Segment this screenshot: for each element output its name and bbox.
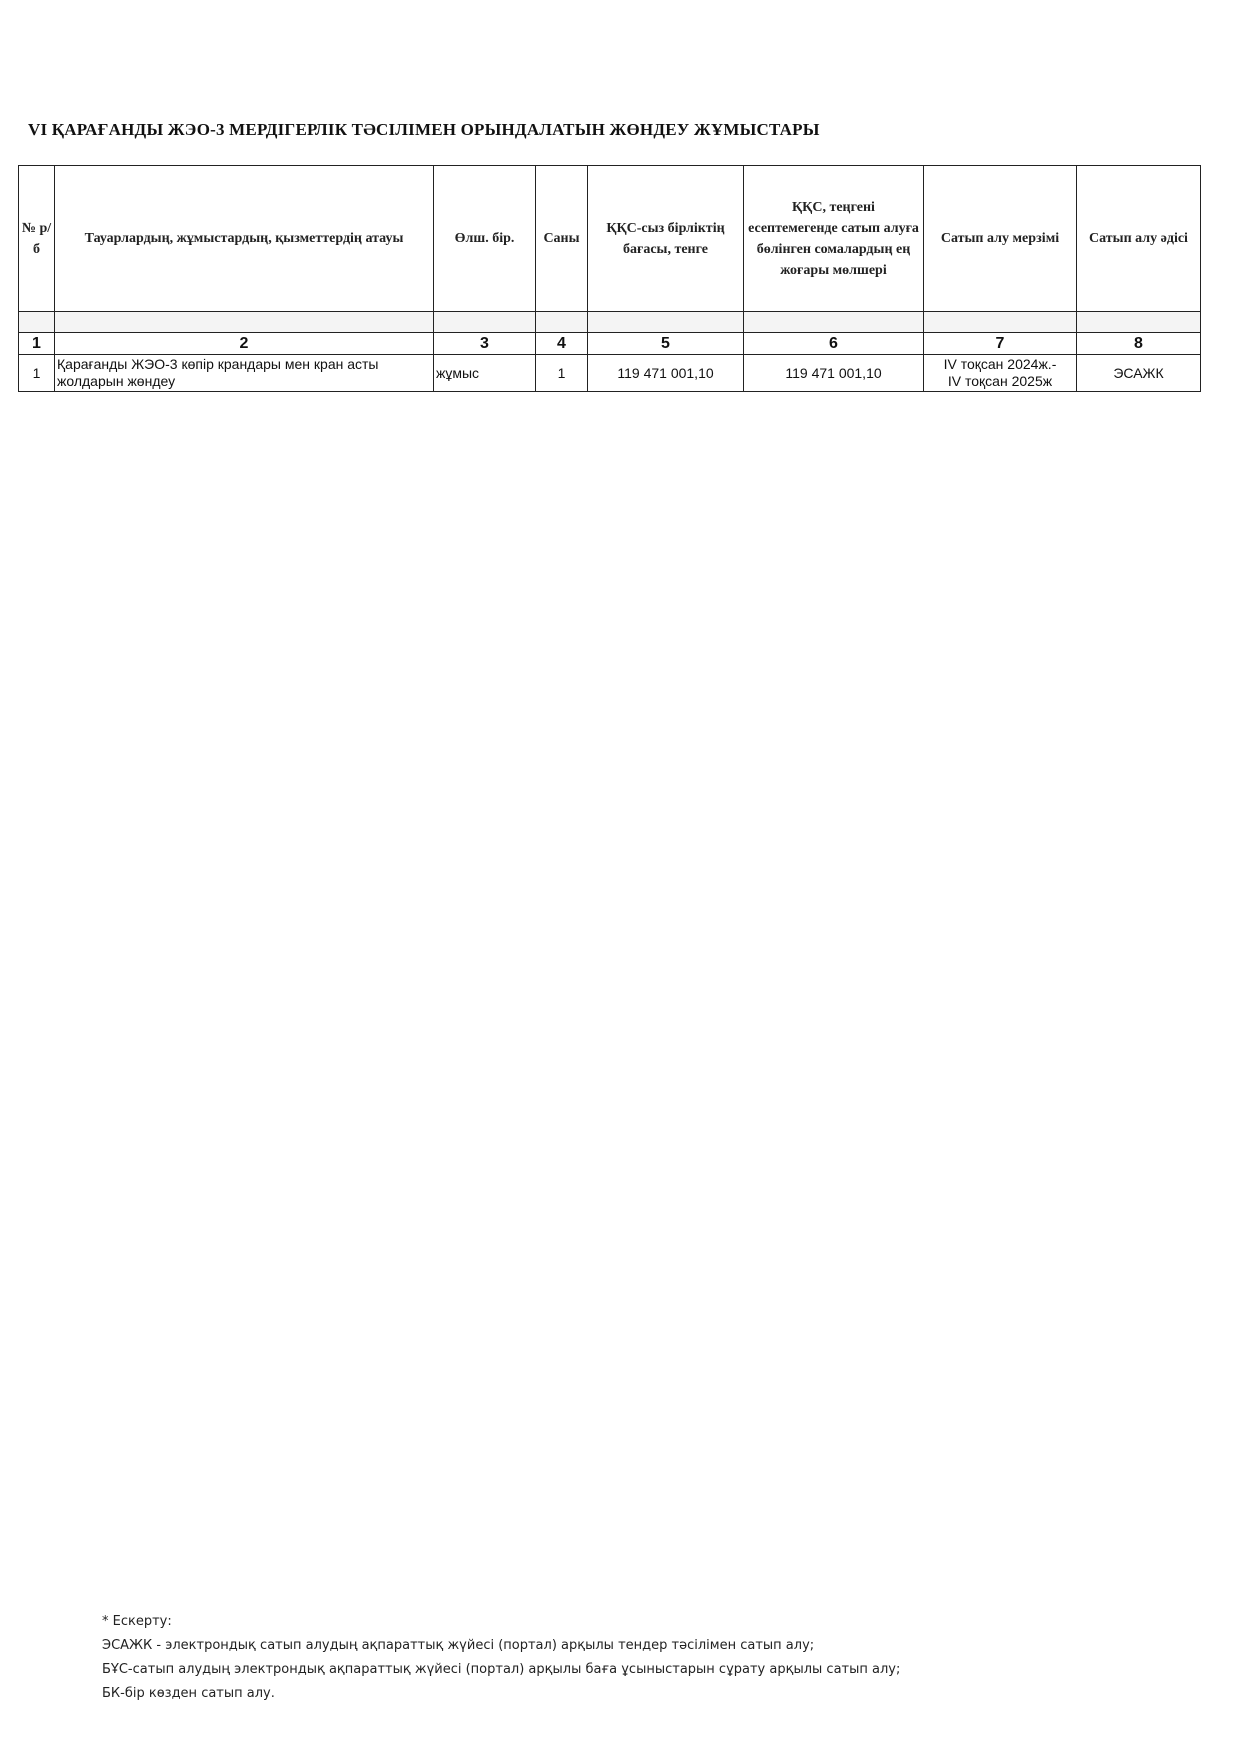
cell-unit: жұмыс <box>434 355 536 392</box>
spacer-cell <box>536 312 588 333</box>
header-item-name: Тауарлардың, жұмыстардың, қызметтердің атауы <box>55 166 434 312</box>
table-row <box>19 355 1201 392</box>
cell-number: 1 <box>19 355 55 392</box>
header-procurement-method: Сатып алу әдісі <box>1077 166 1201 312</box>
spacer-cell <box>1077 312 1201 333</box>
footnote-title: * Ескерту: <box>102 1614 172 1629</box>
spacer-cell <box>744 312 924 333</box>
column-number: 6 <box>744 333 924 355</box>
column-number: 2 <box>55 333 434 355</box>
spacer-cell <box>924 312 1077 333</box>
footnote-line: БК-бір көзден сатып алу. <box>102 1686 275 1701</box>
column-number: 4 <box>536 333 588 355</box>
header-max-amount: ҚҚС, теңгені есептемегенде сатып алуға бөлінген сомалардың ең жоғары мөлшері <box>744 166 924 312</box>
column-number: 1 <box>19 333 55 355</box>
header-unit-price: ҚҚС-сыз бірліктің бағасы, тенге <box>588 166 744 312</box>
header-number: № р/б <box>19 166 55 312</box>
spacer-cell <box>434 312 536 333</box>
footnote <box>102 1610 900 1706</box>
cell-max-amount: 119 471 001,10 <box>744 355 924 392</box>
spacer-cell <box>19 312 55 333</box>
header-quantity: Саны <box>536 166 588 312</box>
cell-unit-price: 119 471 001,10 <box>588 355 744 392</box>
footnote-line: ЭСАЖК - электрондық сатып алудың ақпараттық жүйесі (портал) арқылы тендер тәсілімен сатып алу; <box>102 1638 815 1653</box>
column-number: 5 <box>588 333 744 355</box>
table-spacer-row <box>19 312 1201 333</box>
column-number: 3 <box>434 333 536 355</box>
cell-quantity: 1 <box>536 355 588 392</box>
spacer-cell <box>55 312 434 333</box>
procurement-table <box>18 165 1201 392</box>
header-unit: Өлш. бір. <box>434 166 536 312</box>
column-number: 8 <box>1077 333 1201 355</box>
cell-procurement-method: ЭСАЖК <box>1077 355 1201 392</box>
footnote-line: БҰС-сатып алудың электрондық ақпараттық жүйесі (портал) арқылы баға ұсыныстарын сұрату арқылы сатып алу; <box>102 1662 901 1677</box>
header-procurement-period: Сатып алу мерзімі <box>924 166 1077 312</box>
cell-item-name: Қарағанды ЖЭО-3 көпір крандары мен кран асты жолдарын жөндеу <box>55 355 434 392</box>
table-header-row <box>19 166 1201 312</box>
column-number-row <box>19 333 1201 355</box>
column-number: 7 <box>924 333 1077 355</box>
spacer-cell <box>588 312 744 333</box>
section-title: VI ҚАРАҒАНДЫ ЖЭО-3 МЕРДІГЕРЛІК ТӘСІЛІМЕН ОРЫНДАЛАТЫН ЖӨНДЕУ ЖҰМЫСТАРЫ <box>28 120 820 139</box>
cell-procurement-period <box>924 355 1077 392</box>
period-end: IV тоқсан 2025ж <box>947 373 1053 389</box>
period-start: IV тоқсан 2024ж.- <box>943 356 1057 372</box>
